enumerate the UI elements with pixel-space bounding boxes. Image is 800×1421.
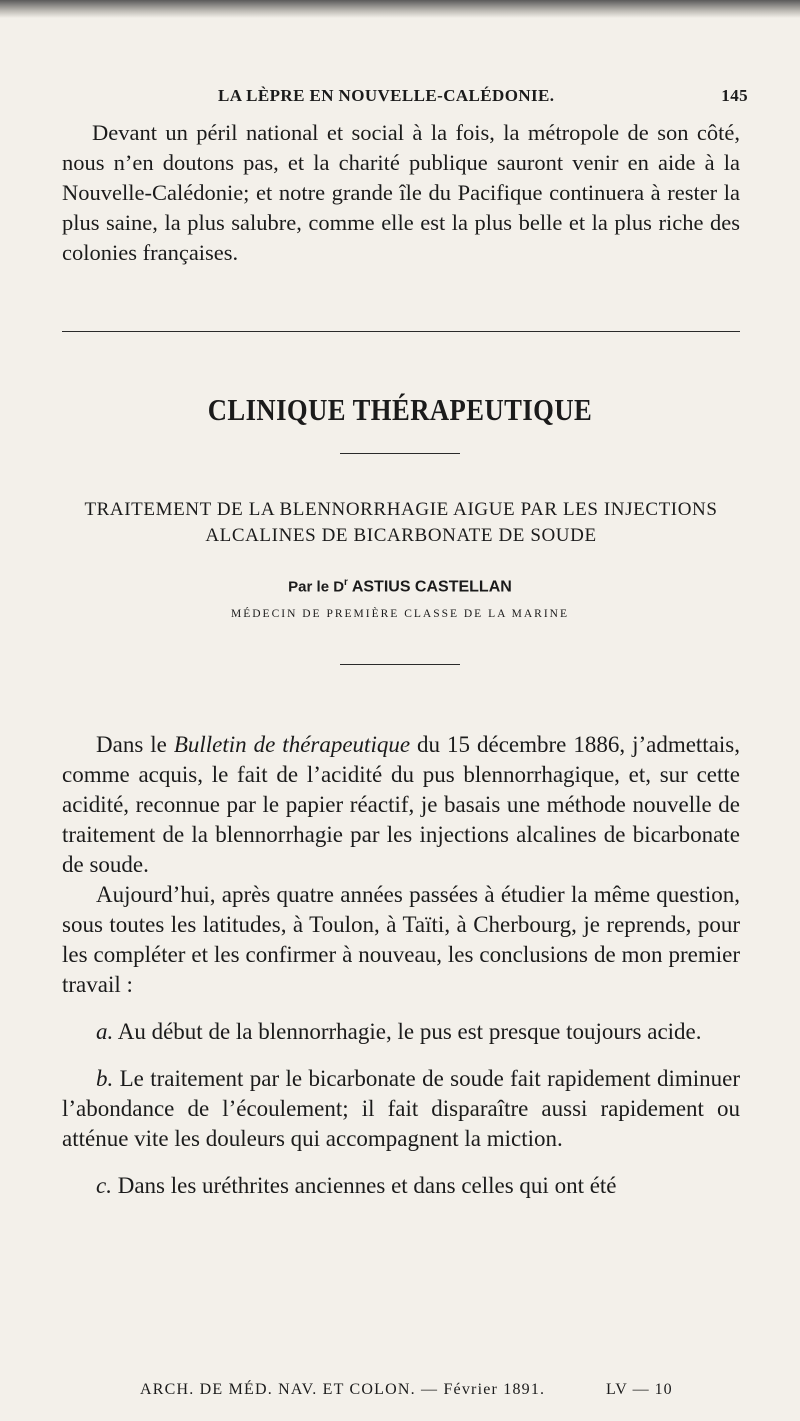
conclusion-c-label: c. bbox=[96, 1173, 112, 1198]
conclusion-b-text: Le traitement par le bicarbonate de soude fait rapidement diminuer l’abondance de l’écoulement; il fait disparaître aussi rapidement ou atténue vite les douleurs qui accompagnent la miction. bbox=[62, 1066, 740, 1151]
author-divider bbox=[340, 664, 460, 665]
section-title-underline bbox=[340, 453, 460, 454]
author-name: ASTIUS CASTELLAN bbox=[351, 578, 512, 596]
article-body bbox=[62, 730, 740, 1201]
intro-paragraph-text: Devant un péril national et social à la fois, la métropole de son côté, nous n’en doutons pas, et la charité publique sauront venir en aide à la Nouvelle-Calédonie; et notre grande île du Pacifique continuera à rester la plus saine, la plus salubre, comme elle est la plus belle et la plus riche des colonies françaises. bbox=[62, 120, 740, 265]
conclusion-b bbox=[62, 1064, 740, 1154]
section-divider bbox=[62, 331, 740, 332]
p1-text-rest: du 15 décembre 1886, j’admettais, comme acquis, le fait de l’acidité du pus blennorrhagique, et, sur cette acidité, reconnue par le papier réactif, je basais une méthode nouvelle de traitement de la blennorrhagie par les injections alcalines de bicarbonate de soude. bbox=[62, 732, 741, 877]
footer-journal: ARCH. DE MÉD. NAV. ET COLON. — Février 1891. bbox=[140, 1381, 546, 1398]
author-role: MÉDECIN DE PREMIÈRE CLASSE DE LA MARINE bbox=[230, 608, 570, 620]
author-prefix: Par le D bbox=[288, 578, 345, 596]
conclusion-a-text: Au début de la blennorrhagie, le pus est presque toujours acide. bbox=[113, 1019, 702, 1044]
p1-text-start: Dans le bbox=[96, 732, 174, 757]
intro-paragraph bbox=[62, 118, 740, 268]
article-title bbox=[62, 497, 740, 549]
article-title-line-2: ALCALINES DE BICARBONATE DE SOUDE bbox=[205, 525, 597, 546]
running-head-title: LA LÈPRE EN NOUVELLE-CALÉDONIE. bbox=[218, 86, 555, 105]
footer-volume: LV — 10 bbox=[606, 1381, 673, 1398]
conclusion-b-label: b. bbox=[96, 1066, 114, 1091]
body-paragraph-2: Aujourd’hui, après quatre années passées à étudier la même question, sous toutes les latitudes, à Toulon, à Taïti, à Cherbourg, je reprends, pour les compléter et les confirmer à nouveau, les conclusions de mon premier travail : bbox=[62, 882, 740, 997]
page-number: 145 bbox=[721, 86, 748, 105]
body-paragraph-1 bbox=[62, 730, 740, 880]
conclusion-c bbox=[62, 1171, 740, 1201]
conclusion-c-text: Dans les uréthrites anciennes et dans celles qui ont été bbox=[111, 1173, 617, 1198]
scan-top-edge bbox=[0, 0, 800, 18]
journal-title: Bulletin de thérapeutique bbox=[173, 732, 411, 757]
article-title-line-1: TRAITEMENT DE LA BLENNORRHAGIE AIGUE PAR LES INJECTIONS bbox=[84, 499, 718, 520]
conclusion-a bbox=[62, 1017, 740, 1047]
article-author bbox=[0, 577, 800, 596]
conclusion-a-label: a. bbox=[96, 1019, 114, 1044]
section-title: CLINIQUE THÉRAPEUTIQUE bbox=[207, 392, 593, 427]
author-title-sup: r bbox=[344, 577, 348, 588]
